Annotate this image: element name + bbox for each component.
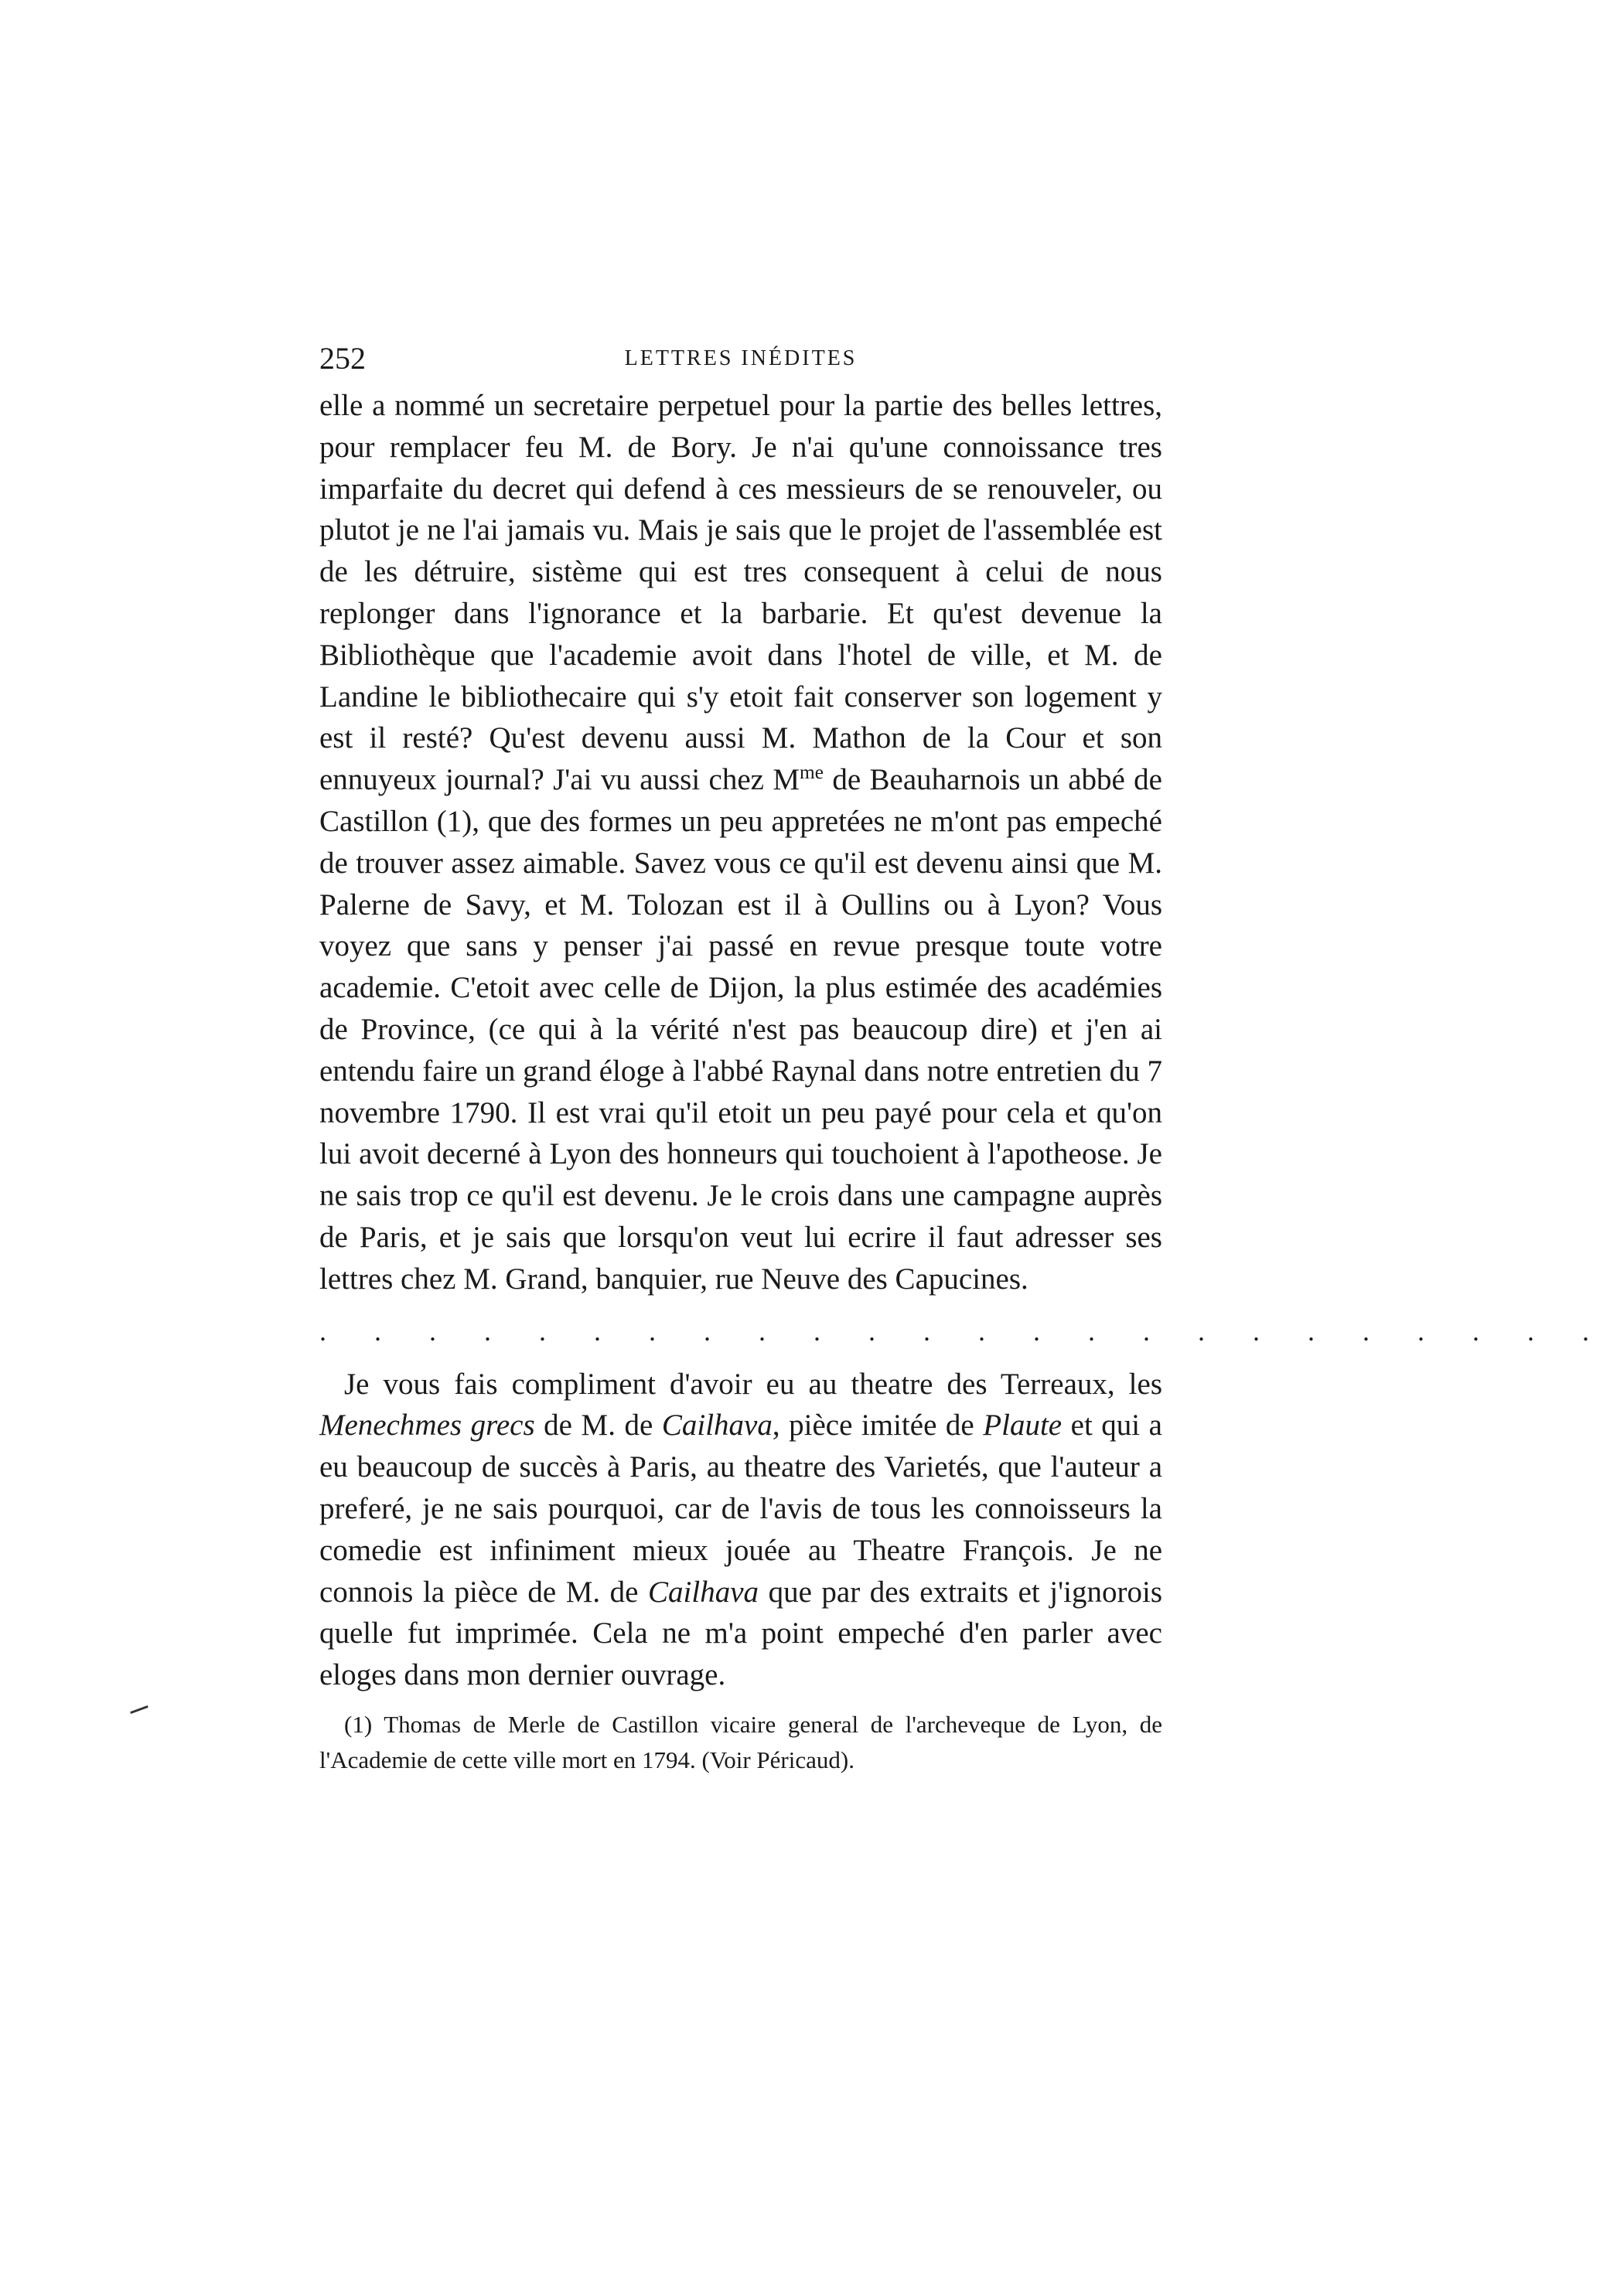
paragraph-2-text-2: de M. de xyxy=(534,1409,662,1443)
running-title: LETTRES INÉDITES xyxy=(624,346,858,370)
paragraph-2-text-1: Je vous fais compliment d'avoir eu au theatre des Terreaux, les xyxy=(344,1367,1162,1401)
margin-mark xyxy=(130,1705,148,1714)
paragraph-2-text-3: , pièce imitée de xyxy=(772,1409,984,1443)
italic-menechmes-grecs: Menechmes grecs xyxy=(319,1409,535,1443)
book-page xyxy=(319,340,1610,1778)
body-paragraph-2 xyxy=(319,1364,1162,1696)
paragraph-1-text-b: de Beauharnois un abbé de Castillon (1), que des formes un peu appretées ne m'ont pas empeché de trouver assez aimable. Savez vous ce qu'il est devenu ainsi que M. Palerne de Savy, et M. Tolozan est il à Oullins ou à Lyon? Vous voyez que sans y penser j'ai passé en revue presque toute votre academie. C'etoit avec celle de Dijon, la plus estimée des académies de Province, (ce qui à la vérité n'est pas beaucoup dire) et j'en ai entendu faire un grand éloge à l'abbé Raynal dans notre entretien du 7 novembre 1790. Il est vrai qu'il etoit un peu payé pour cela et qu'on lui avoit decerné à Lyon des honneurs qui touchoient à l'apotheose. Je ne sais trop ce qu'il est devenu. Je le crois dans une campagne auprès de Paris, et je sais que lorsqu'on veut lui ecrire il faut adresser ses lettres chez M. Grand, banquier, rue Neuve des Capucines. xyxy=(319,763,1162,1296)
ellipsis-divider: . . . . . . . . . . . . . . . . . . . . . . . . xyxy=(319,1315,1610,1347)
page-number: 252 xyxy=(319,341,366,376)
italic-cailhava-2: Cailhava xyxy=(648,1575,759,1609)
italic-plaute: Plaute xyxy=(983,1409,1063,1443)
page-header xyxy=(319,340,1162,377)
footnote: (1) Thomas de Merle de Castillon vicaire general de l'archeveque de Lyon, de l'Academie de cette ville mort en 1794. (Voir Péricaud). xyxy=(319,1710,1162,1773)
superscript-me: me xyxy=(800,761,824,784)
paragraph-2-text-4: et qui a eu beaucoup de succès à Paris, au theatre des Varietés, que l'auteur a preferé, je ne sais pourquoi, car de l'avis de tous les connoisseurs la comedie est infiniment mieux jouée au Theatre François. Je ne connois la pièce de M. de xyxy=(319,1409,1162,1609)
italic-cailhava: Cailhava xyxy=(661,1409,773,1443)
body-paragraph-1 xyxy=(319,385,1162,1300)
paragraph-2-text-5: que par des extraits et j'ignorois quelle fut imprimée. Cela ne m'a point empeché d'en parler avec eloges dans mon dernier ouvrage. xyxy=(319,1575,1163,1692)
paragraph-1-text-a: elle a nommé un secretaire perpetuel pour la partie des belles lettres, pour remplacer feu M. de Bory. Je n'ai qu'une connoissance tres imparfaite du decret qui defend à ces messieurs de se renouveler, ou plutot je ne l'ai jamais vu. Mais je sais que le projet de l'assemblée est de les détruire, sistème qui est tres consequent à celui de nous replonger dans l'ignorance et la barbarie. Et qu'est devenue la Bibliothèque que l'academie avoit dans l'hotel de ville, et M. de Landine le bibliothecaire qui s'y etoit fait conserver son logement y est il resté? Qu'est devenu aussi M. Mathon de la Cour et son ennuyeux journal? J'ai vu aussi chez M xyxy=(319,389,1162,797)
